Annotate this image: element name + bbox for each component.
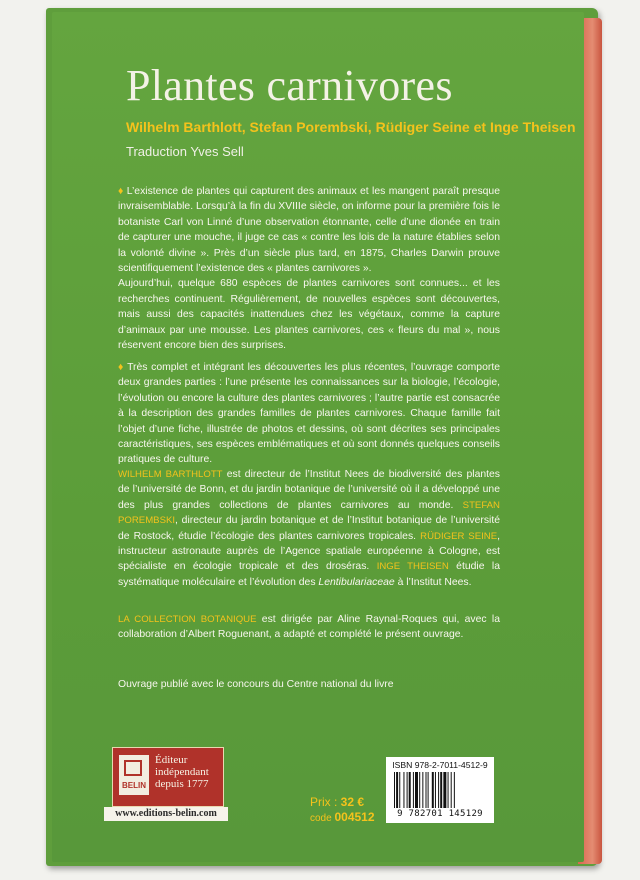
barcode-bar (409, 772, 411, 808)
author-bio-seine: , instructeur astronaute auprès de l’Agence spatiale européenne à Cologne, est spécialiste en écologie tropicale et des droséras. (118, 530, 500, 573)
blurb-paragraph-2 (118, 360, 500, 468)
belin-logo-square (124, 760, 142, 776)
barcode-bar (426, 772, 427, 808)
barcode-bar (399, 772, 400, 808)
support-note: Ouvrage publié avec le concours du Centre national du livre (118, 679, 394, 690)
barcode-bar (428, 772, 429, 808)
barcode-bar (403, 772, 404, 808)
price-label: Prix : (310, 795, 341, 809)
collection-name: LA COLLECTION BOTANIQUE (118, 614, 257, 625)
publisher-website: www.editions-belin.com (104, 807, 228, 821)
translator-credit: Traduction Yves Sell (126, 144, 244, 159)
author-bio-barthlott: est directeur de l’Institut Nees de biodiversité des plantes de l’université de Bonn, et du jardin botanique de l’université où il a développé une des plus grandes collections de plantes carnivores au monde. (118, 469, 500, 511)
author-bios (118, 467, 500, 590)
publisher-badge (112, 747, 224, 807)
author-name-barthlott: WILHELM BARTHLOTT (118, 469, 223, 480)
code-label: code (310, 813, 335, 824)
barcode-bar (454, 772, 455, 808)
barcode-bar (443, 772, 446, 808)
belin-logo-text: BELIN (122, 781, 146, 790)
barcode-bar (415, 772, 418, 808)
barcode-digits: 9 782701 145129 (397, 809, 483, 819)
book-title: Plantes carnivores (126, 61, 453, 110)
publisher-slogan: Éditeur indépendant depuis 1777 (155, 754, 209, 790)
author-name-theisen: INGE THEISEN (376, 561, 449, 573)
author-name-seine: RÜDIGER SEINE (420, 530, 498, 542)
author-name-porembski: STEFAN POREMBSKI (118, 499, 500, 527)
diamond-bullet-icon: ♦ (118, 186, 124, 197)
blurb-paragraph-1a-text: L’existence de plantes qui capturent des animaux et les mangent paraît presque invraisemblable. Lorsqu’à la fin du XVIIIe siècle, on informe pour la première fois le botaniste Carl von Linné d’une observation étonnante, celle d’une dionée en train de capturer une mouche, il juge ce cas « contre les lois de la nature établies selon la volonté divine ». Près d’un siècle plus tard, en 1875, Charles Darwin prouve scientifiquement l’existence des « plantes carnivores ». (118, 186, 500, 275)
collection-note (118, 612, 500, 643)
barcode-bar (435, 772, 436, 808)
barcode-bar (438, 772, 439, 808)
author-bio-porembski: , directeur du jardin botanique et de l’Institut botanique de l’université de Rostock, étudie l’écologie des plantes carnivores tropicales. (118, 515, 500, 542)
blurb-paragraph-2-text: Très complet et intégrant les découvertes les plus récentes, l’ouvrage comporte deux grandes parties : l’une présente les connaissances sur la biologie, l’écologie, l’évolution ou encore la culture des plantes carnivores ; l’autre partie est consacrée à la description des grandes familles de plantes carnivores. Chaque famille fait l’objet d’une fiche, illustrée de photos et dessins, où sont décrites ses principales caractéristiques, ses espèces emblématiques et où sont donnés quelques conseils pratiques de culture. (118, 362, 500, 466)
price-value: 32 € (340, 795, 365, 809)
blurb-paragraph-1 (118, 184, 500, 353)
blurb-paragraph-1b-text: Aujourd’hui, quelque 680 espèces de plantes carnivores sont connues... et les recherches continuent. Régulièrement, de nouvelles espèces sont découvertes, mais aussi des capacités inattendues chez les végétaux, comme la capture d’animaux par une mousse. Les plantes carnivores, ces « fleurs du mal », nous réservent encore bien des surprises. (118, 278, 500, 352)
barcode-bar (419, 772, 420, 808)
isbn-barcode (386, 757, 494, 823)
price-line (310, 795, 364, 809)
code-value: 004512 (334, 810, 375, 824)
author-bio-theisen-end: à l’Institut Nees. (394, 576, 472, 588)
book-authors: Wilhelm Barthlott, Stefan Porembski, Rüdiger Seine et Inge Theisen (126, 119, 576, 135)
code-line (310, 810, 375, 824)
barcode-bar (413, 772, 414, 808)
taxon-name: Lentibulariaceae (318, 576, 395, 588)
barcode-bars-icon (394, 772, 486, 808)
barcode-bar (407, 772, 408, 808)
barcode-bar (451, 772, 452, 808)
diamond-bullet-icon: ♦ (118, 362, 125, 373)
isbn-text: ISBN 978-2-7011-4512-9 (392, 760, 488, 770)
barcode-bar (448, 772, 449, 808)
barcode-bar (396, 772, 398, 808)
barcode-bar (440, 772, 442, 808)
barcode-bar (432, 772, 434, 808)
barcode-bar (422, 772, 423, 808)
barcode-bar (394, 772, 395, 808)
collection-text: est dirigée par Aline Raynal-Roques qui, avec la collaboration d’Albert Roguenant, a adapté et complété le présent ouvrage. (118, 614, 500, 641)
belin-logo-icon (119, 755, 149, 795)
author-bio-theisen: étudie la systématique moléculaire et l’évolution des (118, 561, 500, 588)
